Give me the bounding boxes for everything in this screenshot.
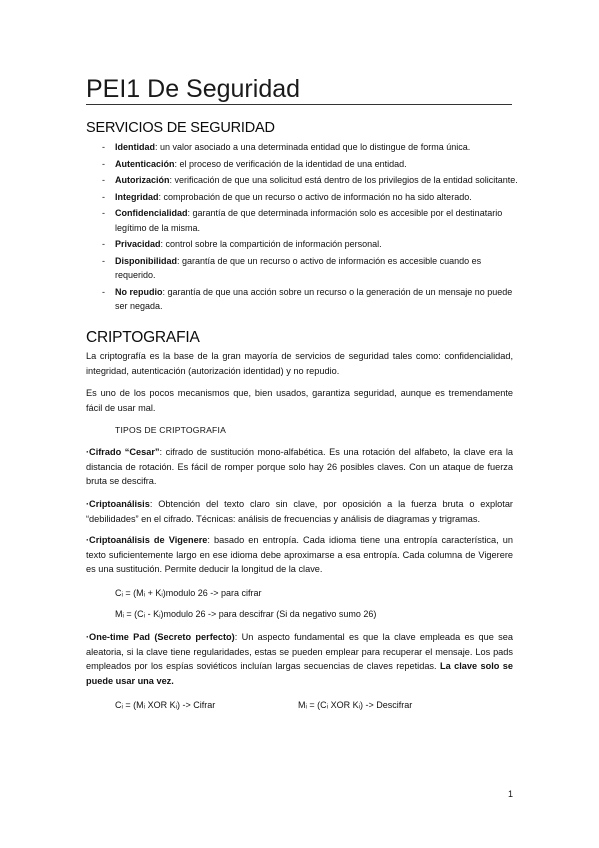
bullet-dash: -	[102, 158, 105, 169]
security-service-item	[100, 206, 518, 235]
paragraph-vigenere	[86, 533, 513, 577]
document-title: PEI1 De Seguridad	[86, 74, 512, 105]
formula-descifrar: Mᵢ = (Cᵢ - Kᵢ)modulo 26 -> para descifrar (Si da negativo sumo 26)	[115, 609, 377, 619]
service-term: Confidencialidad	[115, 208, 188, 218]
paragraph-criptoanalisis	[86, 497, 513, 526]
security-service-item	[100, 140, 518, 155]
service-description: : garantía de que determinada información solo es accesible por el destinatario legítimo de la misma.	[115, 208, 503, 233]
service-description: : garantía de que un recurso o activo de información es accesible cuando es requerido.	[115, 255, 482, 280]
service-term: Autenticación	[115, 158, 175, 169]
service-description: : comprobación de que un recurso o activo de información no ha sido alterado.	[158, 191, 472, 202]
security-service-item	[100, 285, 518, 314]
service-description: : el proceso de verificación de la identidad de una entidad.	[174, 158, 407, 169]
service-term: Integridad	[115, 191, 159, 202]
page-number: 1	[508, 789, 514, 799]
service-description: : verificación de que una solicitud está dentro de los privilegios de la entidad solicitante.	[169, 175, 518, 185]
text-one-time-pad: : Un aspecto fundamental es que la clave empleada es que sea aleatoria, si la clave tiene regularidades, estas se pueden emplear para recuperar el mensaje. Los pads empleados por los espías soviéticos incluían largas secuencias de claves repetidas.	[86, 632, 513, 672]
term-cesar: ·Cifrado “Cesar”	[86, 447, 160, 457]
subheading-tipos: TIPOS DE CRIPTOGRAFIA	[115, 425, 227, 435]
security-service-item	[100, 173, 518, 188]
service-term: Identidad	[115, 142, 155, 152]
term-criptoanalisis: ·Criptoanálisis	[86, 499, 150, 509]
security-service-item	[100, 190, 518, 205]
service-term: Privacidad	[115, 239, 161, 249]
term-vigenere: ·Criptoanálisis de Vigenere	[86, 535, 208, 545]
service-term: Autorización	[115, 175, 170, 185]
security-service-item	[100, 237, 518, 252]
security-service-item	[100, 157, 518, 172]
paragraph-criptografia-mecanismos: Es uno de los pocos mecanismos que, bien usados, garantiza seguridad, aunque es tremendamente fácil de usar mal.	[86, 388, 513, 413]
service-term: Disponibilidad	[115, 255, 177, 266]
formula-xor-descifrar: Mᵢ = (Cᵢ XOR Kᵢ) -> Descifrar	[298, 700, 413, 710]
formula-xor-cifrar: Cᵢ = (Mᵢ XOR Kᵢ) -> Cifrar	[115, 700, 216, 710]
bullet-dash: -	[102, 208, 105, 218]
section-heading-servicios: SERVICIOS DE SEGURIDAD	[86, 120, 275, 136]
bullet-dash: -	[102, 175, 105, 185]
bullet-dash: -	[102, 239, 105, 249]
service-description: : control sobre la compartición de información personal.	[160, 239, 382, 249]
security-services-list	[100, 140, 518, 316]
text-one-time-pad-bold: La clave solo se puede usar una vez.	[86, 661, 513, 686]
formula-cifrar: Cᵢ = (Mᵢ + Kᵢ)modulo 26 -> para cifrar	[115, 588, 262, 598]
text-criptoanalisis: : Obtención del texto claro sin clave, por oposición a la fuerza bruta o explotar “debilidades” en el cifrado. Técnicas: análisis de frecuencias y análisis de diagramas y trigramas.	[86, 499, 513, 524]
text-cesar: : cifrado de sustitución mono-alfabética. Es una rotación del alfabeto, la clave era la distancia de rotación. Es fácil de romper porque solo hay 26 posibles claves. Con un ataque de fuerza bruta se descifra.	[86, 447, 513, 487]
paragraph-one-time-pad	[86, 630, 513, 688]
bullet-dash: -	[102, 191, 105, 202]
bullet-dash: -	[102, 142, 105, 152]
term-one-time-pad: ·One-time Pad (Secreto perfecto)	[86, 632, 235, 642]
service-description: : un valor asociado a una determinada entidad que lo distingue de forma única.	[155, 142, 471, 152]
security-service-item	[100, 254, 518, 283]
section-heading-criptografia: CRIPTOGRAFIA	[86, 329, 200, 346]
service-term: No repudio	[115, 286, 163, 297]
text-vigenere: : basado en entropía. Cada idioma tiene una entropía característica, un texto suficientemente largo en ese idioma debe aproximarse a esa entropía. Cada columna de Vigerere es una sustitución. Permite deducir la longitud de la clave.	[86, 535, 513, 575]
service-description: : garantía de que una acción sobre un recurso o la generación de un mensaje no puede ser negada.	[115, 286, 513, 311]
paragraph-criptografia-intro: La criptografía es la base de la gran mayoría de servicios de seguridad tales como: confidencialidad, integridad, autenticación (autorización identidad) y no repudio.	[86, 351, 513, 376]
paragraph-cesar	[86, 445, 513, 489]
bullet-dash: -	[102, 286, 105, 297]
bullet-dash: -	[102, 255, 105, 266]
